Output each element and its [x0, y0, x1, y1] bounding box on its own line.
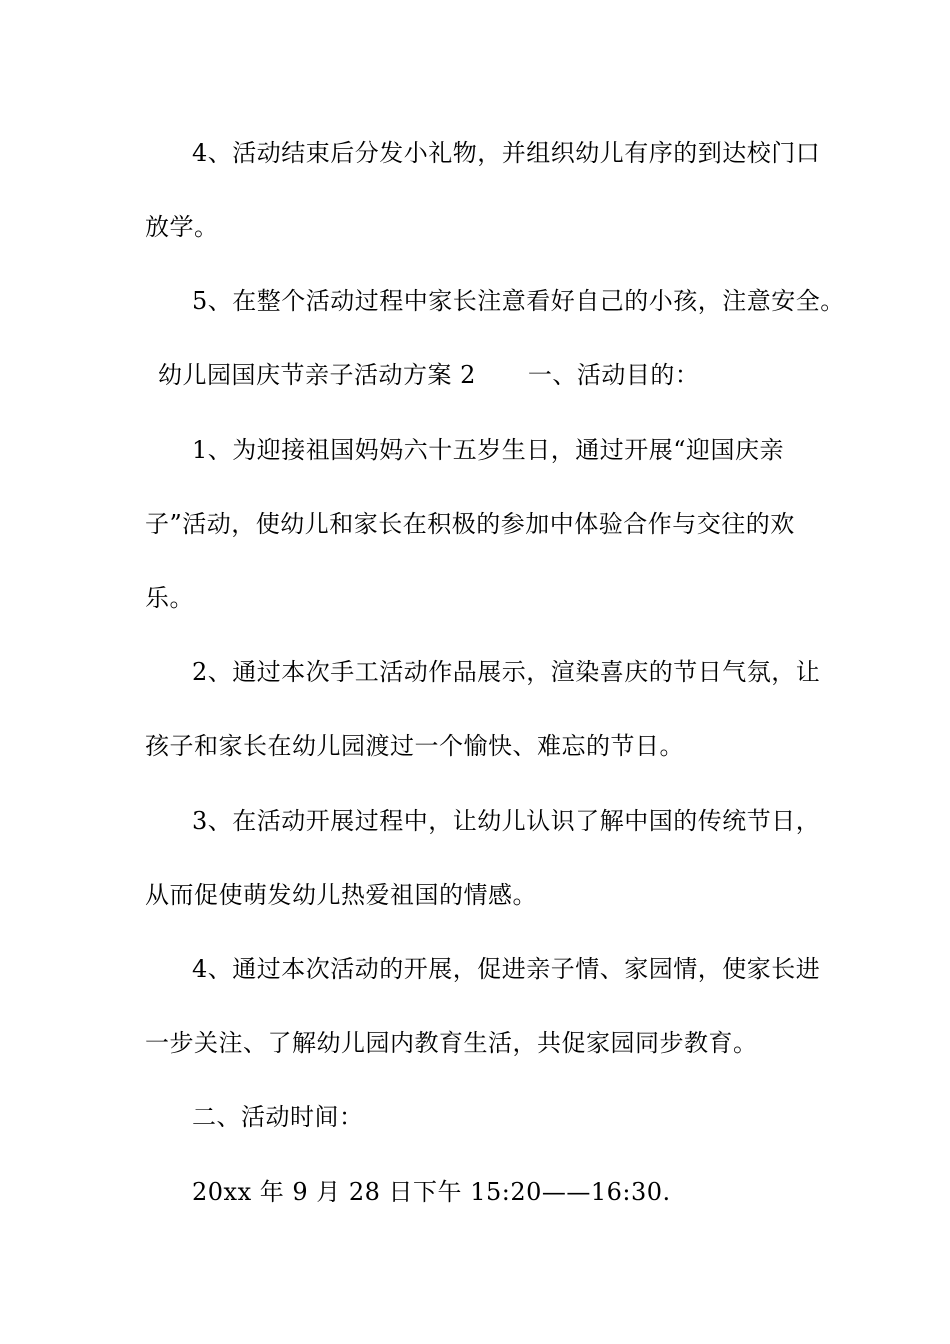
paragraph-line: 3、在活动开展过程中，让幼儿认识了解中国的传统节日，: [192, 807, 821, 835]
plan-title: 幼儿园国庆节亲子活动方案 2: [158, 361, 476, 389]
paragraph-line: 从而促使萌发幼儿热爱祖国的情感。: [145, 881, 537, 909]
section-heading-row: [158, 359, 699, 391]
paragraph-line: 一步关注、了解幼儿园内教育生活，共促家园同步教育。: [145, 1029, 758, 1057]
section-heading: 一、活动目的：: [527, 361, 700, 389]
paragraph-line: 子”活动，使幼儿和家长在积极的参加中体验合作与交往的欢: [145, 510, 795, 538]
paragraph-line: 放学。: [145, 213, 219, 241]
paragraph-line: 孩子和家长在幼儿园渡过一个愉快、难忘的节日。: [145, 732, 684, 760]
paragraph-line: 2、通过本次手工活动作品展示，渲染喜庆的节日气氛，让: [192, 658, 821, 686]
paragraph-line: 5、在整个活动过程中家长注意看好自己的小孩，注意安全。: [192, 287, 845, 315]
paragraph-line: 1、为迎接祖国妈妈六十五岁生日，通过开展“迎国庆亲: [192, 436, 785, 464]
section-heading: 二、活动时间：: [192, 1103, 364, 1131]
paragraph-line: 4、活动结束后分发小礼物，并组织幼儿有序的到达校门口: [192, 139, 821, 167]
paragraph-line: 乐。: [145, 584, 194, 612]
activity-time-line: 20xx 年 9 月 28 日下午 15:20——16:30.: [192, 1178, 671, 1206]
paragraph-line: 4、通过本次活动的开展，促进亲子情、家园情，使家长进: [192, 955, 821, 983]
